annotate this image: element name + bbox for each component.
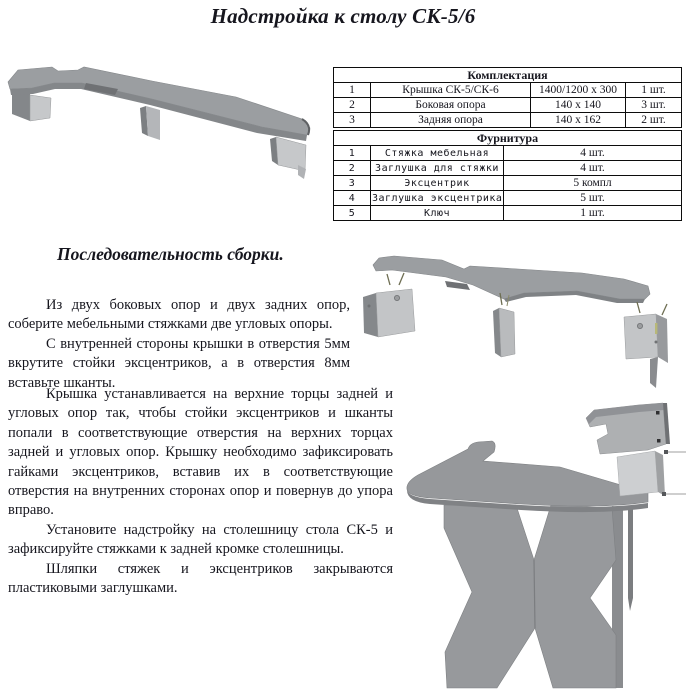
hardware-name: Ключ: [371, 206, 504, 221]
table-row: [334, 83, 682, 98]
row-num: 5: [334, 206, 371, 221]
part-qty: 1 шт.: [626, 83, 682, 98]
paragraph: Крышка устанавливается на верхние торцы задней и угловых опор так, чтобы стойки эксцентриков и шканты попали в соответствующие отверстия на верхних торцах задней и угловых опор. Крышку необходимо зафиксировать гайками эксцентриков, вставив их в соответствующие отверстия на внутренних сторонах опор и повернув до упора вправо.: [8, 386, 393, 519]
part-name: Боковая опора: [371, 98, 531, 113]
row-num: 1: [334, 83, 371, 98]
tables-block: [333, 67, 681, 221]
part-size: 1400/1200 x 300: [531, 83, 626, 98]
hardware-name: Заглушка для стяжки: [371, 161, 504, 176]
hardware-table: [333, 130, 682, 221]
parts-table: [333, 67, 682, 128]
hardware-name: Стяжка мебельная: [371, 146, 504, 161]
assembly-text-block-1: [8, 296, 350, 393]
table-row: [334, 98, 682, 113]
row-num: 1: [334, 146, 371, 161]
row-num: 4: [334, 191, 371, 206]
row-num: 3: [334, 176, 371, 191]
hardware-qty: 1 шт.: [504, 206, 682, 221]
hardware-name: Эксцентрик: [371, 176, 504, 191]
table-row: [334, 113, 682, 128]
paragraph: С внутренней стороны крышки в отверстия 5мм вкрутите стойки эксцентриков, а в отверстия 8мм вставьте шканты.: [8, 335, 350, 391]
hardware-name: Заглушка эксцентрика: [372, 192, 503, 204]
assembly-text-block-2: [8, 385, 393, 598]
paragraph: Шляпки стяжек и эксцентриков закрываются пластиковыми заглушками.: [8, 560, 393, 597]
hardware-table-header: Фурнитура: [334, 131, 682, 146]
table-row: [334, 161, 682, 176]
part-qty: 3 шт.: [626, 98, 682, 113]
part-size: 140 x 162: [531, 113, 626, 128]
table-row: [334, 146, 682, 161]
row-num: 2: [334, 161, 371, 176]
assembly-heading: Последовательность сборки.: [57, 244, 284, 264]
part-name: Задняя опора: [371, 113, 531, 128]
part-name: Крышка СК-5/СК-6: [371, 83, 531, 98]
paragraph: Установите надстройку на столешницу стола СК-5 и зафиксируйте стяжками к задней кромке столешницы.: [8, 521, 393, 558]
paragraph: Из двух боковых опор и двух задних опор, соберите мебельными стяжками две угловых опоры.: [8, 297, 350, 333]
desk-with-riser-figure: [386, 388, 686, 700]
hardware-qty: 4 шт.: [504, 161, 682, 176]
table-row: [334, 191, 682, 206]
page-title: Надстройка к столу СК-5/6: [210, 4, 476, 28]
part-qty: 2 шт.: [626, 113, 682, 128]
hardware-qty: 5 шт.: [504, 191, 682, 206]
parts-table-header: Комплектация: [334, 68, 682, 83]
row-num: 2: [334, 98, 371, 113]
part-size: 140 x 140: [531, 98, 626, 113]
table-row: [334, 176, 682, 191]
row-num: 3: [334, 113, 371, 128]
assembled-riser-figure: [2, 55, 330, 183]
exploded-riser-figure: [352, 253, 686, 400]
table-row: [334, 206, 682, 221]
hardware-qty: 4 шт.: [504, 146, 682, 161]
hardware-qty: 5 компл: [504, 176, 682, 191]
